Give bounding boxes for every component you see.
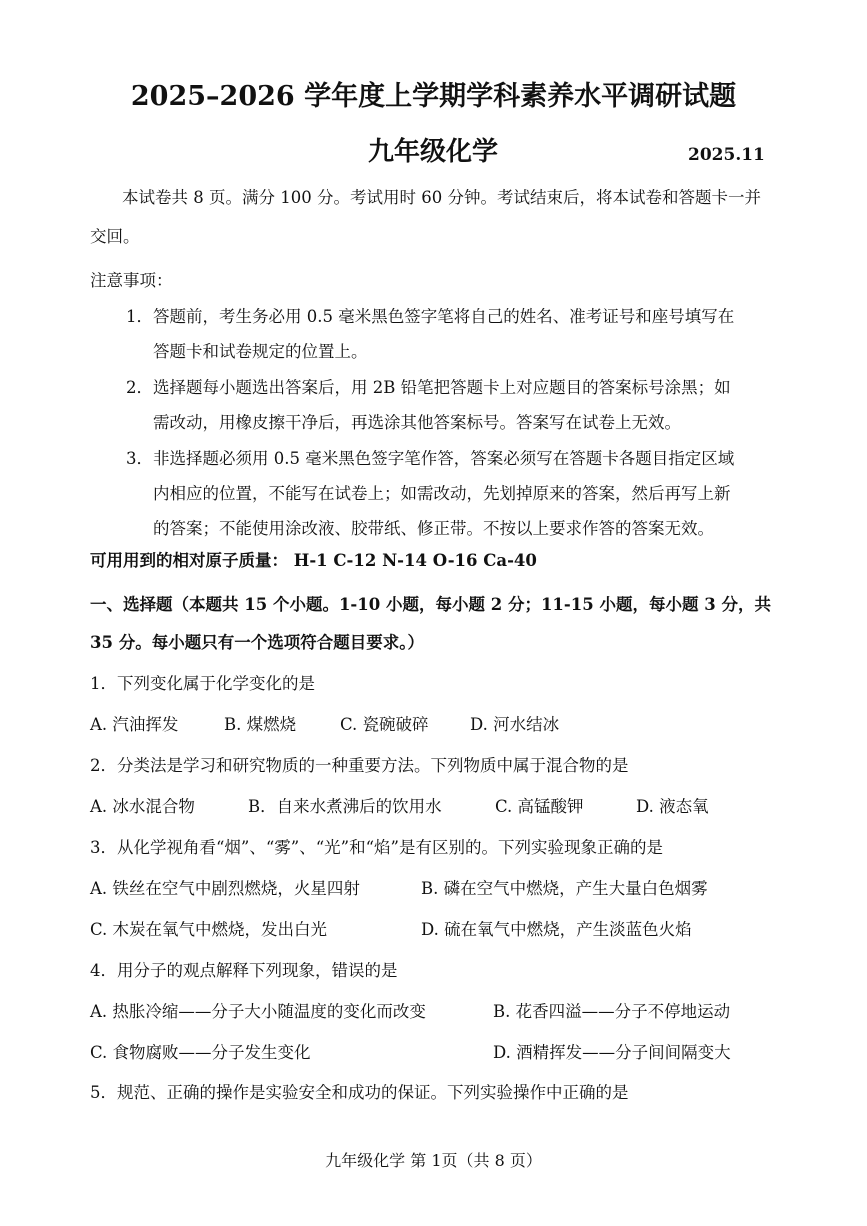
note-3-line-3: 的答案；不能使用涂改液、胶带纸、修正带。不按以上要求作答的答案无效。 [153,519,714,538]
question-1-option-a: A. 汽油挥发 [90,715,179,734]
note-2-line-1: 2．选择题每小题选出答案后，用 2B 铅笔把答题卡上对应题目的答案标号涂黑；如 [126,378,731,397]
question-2-option-a: A. 冰水混合物 [90,797,195,816]
question-1-option-b: B. 煤燃烧 [224,715,297,734]
question-3-option-d: D. 硫在氧气中燃烧，产生淡蓝色火焰 [421,920,692,939]
question-2-stem: 2．分类法是学习和研究物质的一种重要方法。下列物质中属于混合物的是 [90,756,629,775]
section-1-heading-line-2: 35 分。每小题只有一个选项符合题目要求。） [90,633,424,652]
question-2-option-b: B．自来水煮沸后的饮用水 [248,797,442,816]
notes-heading: 注意事项： [90,271,173,290]
question-1-stem: 1．下列变化属于化学变化的是 [90,674,315,693]
question-5-stem: 5．规范、正确的操作是实验安全和成功的保证。下列实验操作中正确的是 [90,1083,629,1102]
question-1-option-d: D. 河水结冰 [470,715,560,734]
exam-title: 2025–2026 学年度上学期学科素养水平调研试题 [130,81,737,112]
question-4-option-a: A. 热胀冷缩——分子大小随温度的变化而改变 [90,1002,426,1021]
question-4-option-d: D. 酒精挥发——分子间间隔变大 [493,1043,731,1062]
question-3-option-b: B. 磷在空气中燃烧，产生大量白色烟雾 [421,879,708,898]
question-2-option-c: C. 高锰酸钾 [495,797,584,816]
question-3-stem: 3．从化学视角看“烟”、“雾”、“光”和“焰”是有区别的。下列实验现象正确的是 [90,838,663,857]
atomic-mass-line: 可用用到的相对原子质量： H-1 C-12 N-14 O-16 Ca-40 [90,551,537,570]
question-4-stem: 4．用分子的观点解释下列现象，错误的是 [90,961,398,980]
exam-subtitle: 九年级化学 [368,137,499,167]
intro-line-2: 交回。 [90,227,140,246]
page-footer: 九年级化学 第 1页（共 8 页） [325,1151,542,1170]
note-1-line-1: 1．答题前，考生务必用 0.5 毫米黑色签字笔将自己的姓名、准考证号和座号填写在 [126,307,735,326]
note-2-line-2: 需改动，用橡皮擦干净后，再选涂其他答案标号。答案写在试卷上无效。 [153,413,681,432]
note-3-line-2: 内相应的位置，不能写在试卷上；如需改动，先划掉原来的答案，然后再写上新 [153,484,731,503]
section-1-heading-line-1: 一、选择题（本题共 15 个小题。1-10 小题，每小题 2 分；11-15 小题，每小题 3 分，共 [90,595,771,614]
question-4-option-c: C. 食物腐败——分子发生变化 [90,1043,311,1062]
question-1-option-c: C. 瓷碗破碎 [340,715,429,734]
question-3-option-a: A. 铁丝在空气中剧烈燃烧，火星四射 [90,879,360,898]
intro-line-1: 本试卷共 8 页。满分 100 分。考试用时 60 分钟。考试结束后，将本试卷和答题卡一并 [122,188,761,207]
question-2-option-d: D. 液态氧 [636,797,709,816]
note-3-line-1: 3．非选择题必须用 0.5 毫米黑色签字笔作答，答案必须写在答题卡各题目指定区域 [126,449,735,468]
question-3-option-c: C. 木炭在氧气中燃烧，发出白光 [90,920,328,939]
question-4-option-b: B. 花香四溢——分子不停地运动 [493,1002,731,1021]
note-1-line-2: 答题卡和试卷规定的位置上。 [153,342,368,361]
exam-date: 2025.11 [688,145,765,165]
